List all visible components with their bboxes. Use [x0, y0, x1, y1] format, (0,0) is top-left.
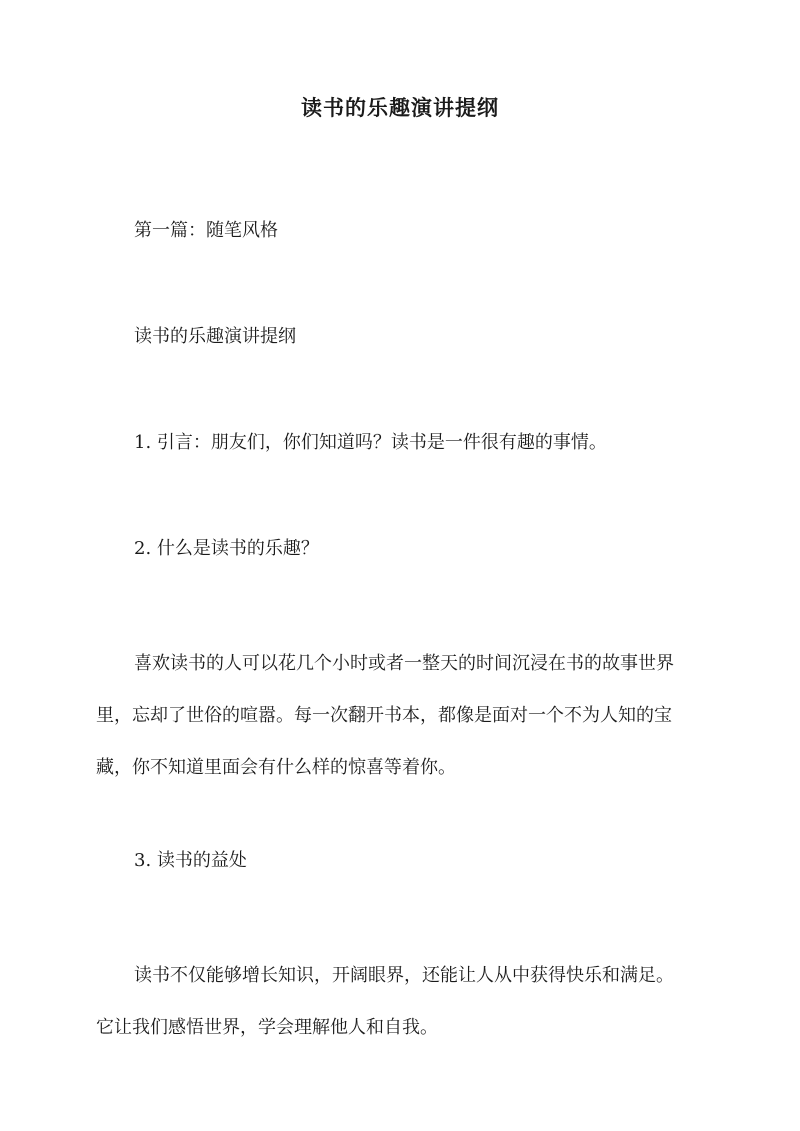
paragraph-joy-of-reading [96, 638, 708, 794]
paragraph-line: 喜欢读书的人可以花几个小时或者一整天的时间沉浸在书的故事世界 [134, 653, 674, 674]
document-title: 读书的乐趣演讲提纲 [301, 95, 499, 120]
paragraph-benefits [96, 950, 708, 1054]
paragraph-line: 里，忘却了世俗的喧嚣。每一次翻开书本，都像是面对一个不为人知的宝 [96, 705, 672, 726]
outline-item-3: 3. 读书的益处 [134, 850, 247, 871]
paragraph-line: 藏，你不知道里面会有什么样的惊喜等着你。 [96, 757, 456, 778]
outline-item-2: 2. 什么是读书的乐趣？ [134, 538, 319, 559]
paragraph-line: 读书不仅能够增长知识，开阔眼界，还能让人从中获得快乐和满足。 [134, 965, 674, 986]
paragraph-line: 它让我们感悟世界，学会理解他人和自我。 [96, 1017, 438, 1038]
speech-subtitle: 读书的乐趣演讲提纲 [134, 326, 296, 347]
outline-item-1: 1. 引言：朋友们，你们知道吗？读书是一件很有趣的事情。 [134, 432, 607, 453]
section-label: 第一篇：随笔风格 [134, 220, 278, 241]
